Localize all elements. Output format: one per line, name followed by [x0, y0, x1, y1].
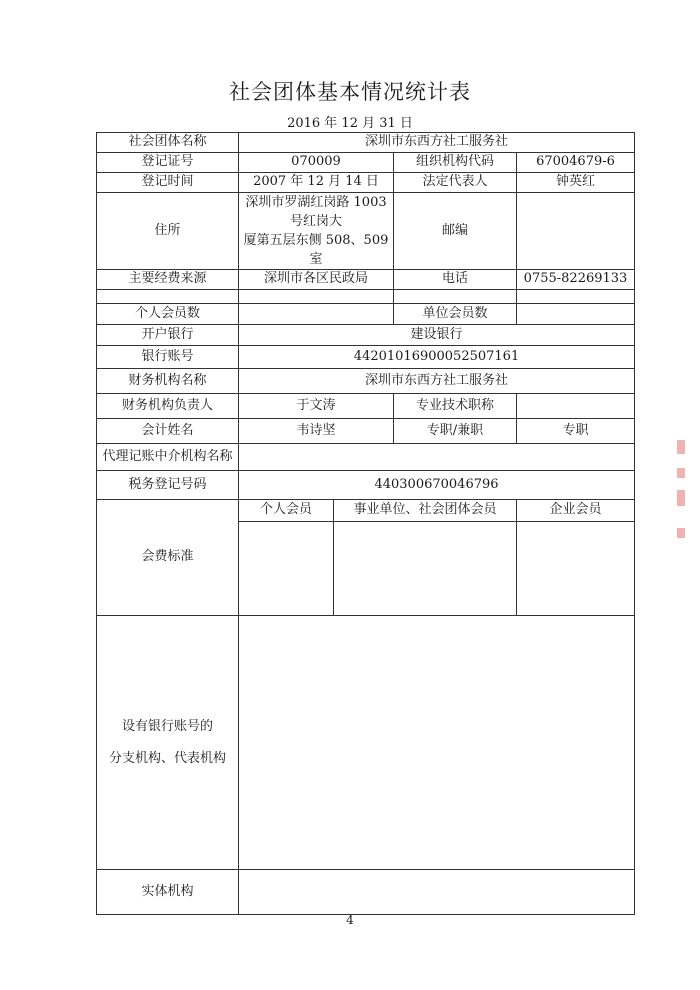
- blank-cell: [239, 290, 394, 304]
- reg-time-label: 登记时间: [97, 173, 239, 193]
- row-finance-head: [97, 394, 635, 419]
- address-value: [239, 193, 394, 270]
- org-code-value: 67004679-6: [517, 153, 635, 173]
- tech-title-label: 专业技术职称: [394, 394, 517, 419]
- entity-value: [239, 870, 635, 915]
- red-seal-mark: [677, 528, 685, 538]
- red-seal-mark: [677, 468, 685, 478]
- funding-label: 主要经费来源: [97, 270, 239, 290]
- personal-members-value: [239, 304, 394, 325]
- fee-institution-value: [334, 522, 517, 616]
- row-org-name: [97, 133, 635, 153]
- row-reg-no: [97, 153, 635, 173]
- account-label: 银行账号: [97, 346, 239, 369]
- personal-members-label: 个人会员数: [97, 304, 239, 325]
- red-seal-mark: [677, 490, 685, 506]
- account-value: 44201016900052507161: [239, 346, 635, 369]
- address-line-2: 厦第五层东侧 508、509 室: [243, 233, 389, 267]
- row-reg-time: [97, 173, 635, 193]
- fee-enterprise-header: 企业会员: [517, 500, 635, 522]
- page-number: 4: [346, 913, 354, 927]
- finance-head-value: 于文涛: [239, 394, 394, 419]
- row-funding: [97, 270, 635, 290]
- reg-time-value: 2007 年 12 月 14 日: [239, 173, 394, 193]
- unit-members-value: [517, 304, 635, 325]
- finance-head-label: 财务机构负责人: [97, 394, 239, 419]
- entity-label: 实体机构: [97, 870, 239, 915]
- row-bank: [97, 325, 635, 346]
- org-name-label: 社会团体名称: [97, 133, 239, 153]
- tech-title-value: [517, 394, 635, 419]
- phone-value: 0755-82269133: [517, 270, 635, 290]
- legal-rep-label: 法定代表人: [394, 173, 517, 193]
- accountant-label: 会计姓名: [97, 419, 239, 444]
- branches-label-line-2: 分支机构、代表机构: [108, 750, 226, 766]
- bank-label: 开户银行: [97, 325, 239, 346]
- finance-org-label: 财务机构名称: [97, 369, 239, 394]
- statistics-form-table: [96, 132, 635, 915]
- reg-no-label: 登记证号: [97, 153, 239, 173]
- fee-label: 会费标准: [97, 500, 239, 616]
- fee-personal-header: 个人会员: [239, 500, 334, 522]
- row-fee-header: [97, 500, 635, 522]
- row-address: [97, 193, 635, 270]
- address-line-1: 深圳市罗湖红岗路 1003 号红岗大: [245, 195, 387, 229]
- row-finance-org: [97, 369, 635, 394]
- funding-value: 深圳市各区民政局: [239, 270, 394, 290]
- fee-enterprise-value: [517, 522, 635, 616]
- fee-institution-header: 事业单位、社会团体会员: [334, 500, 517, 522]
- red-seal-mark: [677, 440, 685, 454]
- org-code-label: 组织机构代码: [394, 153, 517, 173]
- agency-label: 代理记账中介机构名称: [97, 444, 239, 471]
- row-branches: [97, 616, 635, 870]
- reg-no-value: 070009: [239, 153, 394, 173]
- postcode-value: [517, 193, 635, 270]
- row-accountant: [97, 419, 635, 444]
- form-title: 社会团体基本情况统计表: [229, 80, 471, 104]
- row-entity: [97, 870, 635, 915]
- branches-value: [239, 616, 635, 870]
- row-members: [97, 304, 635, 325]
- row-agency: [97, 444, 635, 471]
- finance-org-value: 深圳市东西方社工服务社: [239, 369, 635, 394]
- org-name-value: 深圳市东西方社工服务社: [239, 133, 635, 153]
- blank-cell: [394, 290, 517, 304]
- postcode-label: 邮编: [394, 193, 517, 270]
- branches-label: [97, 616, 239, 870]
- blank-cell: [517, 290, 635, 304]
- fulltime-value: 专职: [517, 419, 635, 444]
- tax-value: 440300670046796: [239, 471, 635, 500]
- blank-cell: [97, 290, 239, 304]
- unit-members-label: 单位会员数: [394, 304, 517, 325]
- accountant-value: 韦诗坚: [239, 419, 394, 444]
- fulltime-label: 专职/兼职: [394, 419, 517, 444]
- phone-label: 电话: [394, 270, 517, 290]
- row-account: [97, 346, 635, 369]
- tax-label: 税务登记号码: [97, 471, 239, 500]
- agency-value: [239, 444, 635, 471]
- row-tax: [97, 471, 635, 500]
- legal-rep-value: 钟英红: [517, 173, 635, 193]
- row-blank: [97, 290, 635, 304]
- branches-label-line-1: 设有银行账号的: [121, 718, 213, 734]
- bank-value: 建设银行: [239, 325, 635, 346]
- report-date: 2016 年 12 月 31 日: [287, 116, 413, 131]
- address-label: 住所: [97, 193, 239, 270]
- fee-personal-value: [239, 522, 334, 616]
